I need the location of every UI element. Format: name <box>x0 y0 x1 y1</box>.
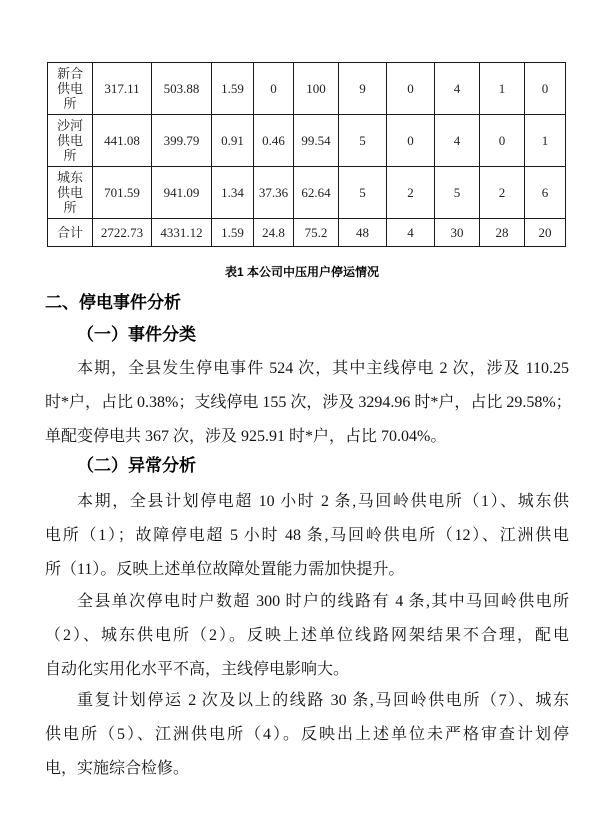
table-cell: 2722.73 <box>93 219 152 247</box>
table-cell: 99.54 <box>294 115 339 167</box>
paragraph-line: 所（11）。反映上述单位故障处置能力需加快提升。 <box>45 561 405 578</box>
table-cell: 4331.12 <box>152 219 212 247</box>
paragraph-line: 时*户，占比 0.38%；支线停电 155 次，涉及 3294.96 时*户，占比 29.58%； <box>45 394 572 411</box>
table-cell: 2 <box>387 167 435 219</box>
table-cell: 城东供电所 <box>48 167 93 219</box>
table-cell: 62.64 <box>294 167 339 219</box>
table-cell: 1.59 <box>212 63 254 115</box>
outage-table <box>47 62 566 247</box>
table-row <box>48 115 566 167</box>
paragraph-abnormal-1 <box>45 485 569 587</box>
table-cell: 1.34 <box>212 167 254 219</box>
table-cell: 1 <box>525 115 566 167</box>
table-row <box>48 167 566 219</box>
table-cell: 9 <box>339 63 387 115</box>
table-cell: 941.09 <box>152 167 212 219</box>
table-cell: 0 <box>525 63 566 115</box>
paragraph-line: 单配变停电共 367 次，涉及 925.91 时*户，占比 70.04%。 <box>45 428 447 445</box>
table-cell: 503.88 <box>152 63 212 115</box>
paragraph-line: 供电所（5）、江洲供电所（4）。反映出上述单位未严格审查计划停 <box>45 726 569 743</box>
table-row-total <box>48 219 566 247</box>
table-cell: 701.59 <box>93 167 152 219</box>
table-cell: 新合供电所 <box>48 63 93 115</box>
paragraph-classification <box>45 352 572 454</box>
table-cell: 4 <box>435 63 480 115</box>
paragraph-abnormal-2 <box>45 585 569 687</box>
table-cell: 317.11 <box>93 63 152 115</box>
table-cell: 0 <box>480 115 525 167</box>
subsection-heading-abnormal: （二）异常分析 <box>77 456 196 475</box>
section-heading-analysis: 二、停电事件分析 <box>45 293 181 312</box>
table-cell: 75.2 <box>294 219 339 247</box>
table-caption: 表1 本公司中压用户停运情况 <box>224 265 379 279</box>
table-row <box>48 63 566 115</box>
table-cell: 5 <box>339 115 387 167</box>
paragraph-line: 自动化实用化水平不高，主线停电影响大。 <box>45 661 350 678</box>
paragraph-line: 重复计划停运 2 次及以上的线路 30 条,马回岭供电所（7）、城东 <box>77 692 569 709</box>
paragraph-line: 本期，全县计划停电超 10 小时 2 条,马回岭供电所（1）、城东供 <box>77 493 569 510</box>
table-cell: 0.91 <box>212 115 254 167</box>
table-cell: 48 <box>339 219 387 247</box>
paragraph-abnormal-3 <box>45 684 569 786</box>
paragraph-line: 本期，全县发生停电事件 524 次，其中主线停电 2 次，涉及 110.25 <box>77 360 569 377</box>
table-cell: 1 <box>480 63 525 115</box>
subsection-heading-classification: （一）事件分类 <box>77 325 196 344</box>
table-cell: 28 <box>480 219 525 247</box>
table-cell: 100 <box>294 63 339 115</box>
table-cell: 4 <box>387 219 435 247</box>
table-cell: 399.79 <box>152 115 212 167</box>
table-cell: 0 <box>254 63 294 115</box>
table-cell: 合计 <box>48 219 93 247</box>
table-cell: 1.59 <box>212 219 254 247</box>
table-cell: 5 <box>435 167 480 219</box>
table-cell: 24.8 <box>254 219 294 247</box>
paragraph-line: 电，实施综合检修。 <box>45 760 190 777</box>
table-cell: 20 <box>525 219 566 247</box>
table-cell: 30 <box>435 219 480 247</box>
table-cell: 2 <box>480 167 525 219</box>
table-cell: 0 <box>387 63 435 115</box>
table-cell: 沙河供电所 <box>48 115 93 167</box>
paragraph-line: 电所（1）；故障停电超 5 小时 48 条,马回岭供电所（12）、江洲供电 <box>45 527 569 544</box>
table-cell: 0.46 <box>254 115 294 167</box>
table-cell: 37.36 <box>254 167 294 219</box>
table-cell: 6 <box>525 167 566 219</box>
table-cell: 441.08 <box>93 115 152 167</box>
paragraph-line: （2）、城东供电所（2）。反映上述单位线路网架结果不合理，配电 <box>45 627 569 644</box>
table-cell: 5 <box>339 167 387 219</box>
paragraph-line: 全县单次停电时户数超 300 时户的线路有 4 条,其中马回岭供电所 <box>77 593 569 610</box>
table-cell: 0 <box>387 115 435 167</box>
table-cell: 4 <box>435 115 480 167</box>
